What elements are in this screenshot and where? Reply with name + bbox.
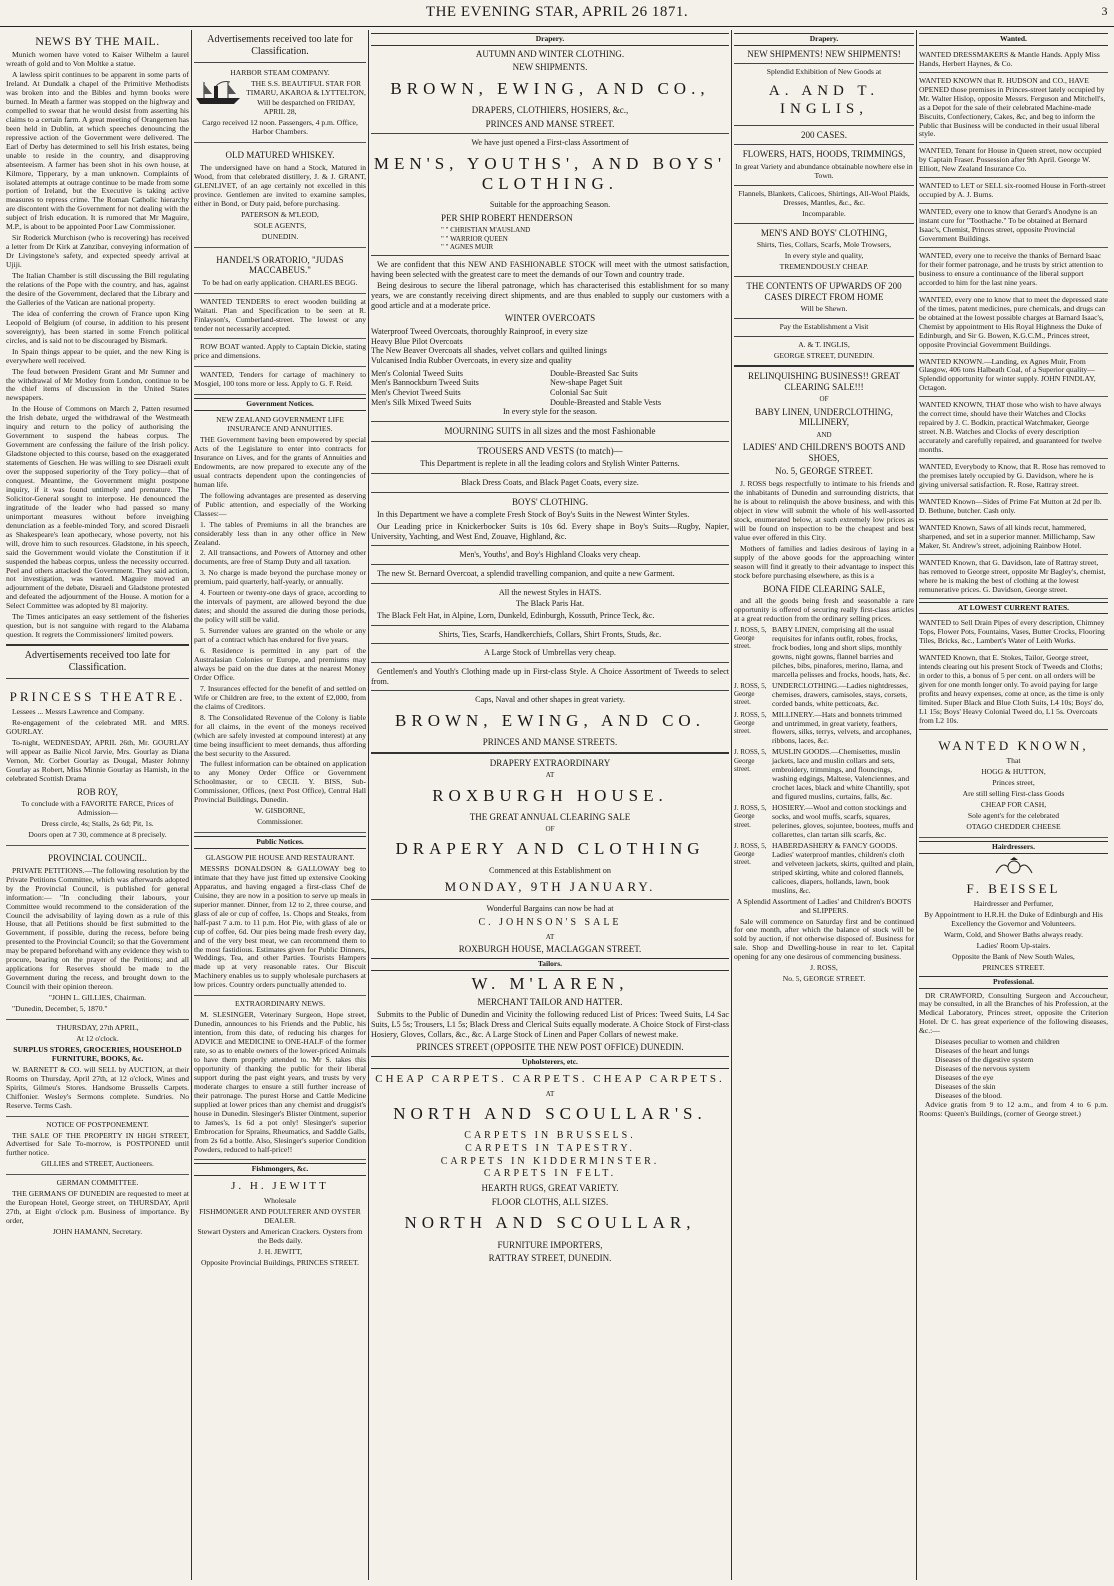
pie-house-ad xyxy=(194,852,366,996)
news-paragraph: In Spain things appear to be quiet, and the new King is everywhere well received. xyxy=(6,346,189,365)
column-2 xyxy=(194,30,366,1580)
trousers-line: TROUSERS AND VESTS (to match)— xyxy=(477,445,623,456)
german-text: THE GERMANS OF DUNEDIN are requested to meet at the European Hotel, George street, on THURSDAY, April 27th, at Eight o'clock p.m. Business of importance. By order, xyxy=(6,1189,189,1226)
whiskey-title: OLD MATURED WHISKEY. xyxy=(225,150,335,161)
dept-line: This Department is replete in all the leading colors and Stylish Winter Patterns. xyxy=(420,459,680,469)
auction-ad xyxy=(6,1022,189,1117)
ship-name: " " CHRISTIAN M'AUSLAND xyxy=(441,226,531,235)
ross-item xyxy=(734,682,914,709)
theatre-line: Re-engagement of the celebrated MR. and MRS. GOURLAY. xyxy=(6,718,189,736)
rowboat-text: ROW BOAT wanted. Apply to Captain Dickie, stating price and dimensions. xyxy=(194,342,366,361)
flowers-line: FLOWERS, HATS, HOODS, TRIMMINGS, xyxy=(742,149,906,160)
lowest-rates: AT LOWEST CURRENT RATES. xyxy=(919,602,1108,615)
inglis-address: GEORGE STREET, DUNEDIN. xyxy=(773,351,875,361)
wanted-ad: WANTED, every one to know that Gerard's Anodyne is an instant cure for "Toothache." To be obtained at Bernard Isaac's, Chemist, Princes street, opposite Provincial Government Buildings. xyxy=(919,206,1108,248)
ross-item xyxy=(734,804,914,840)
firm-address: PRINCES AND MANSE STREET. xyxy=(485,118,615,129)
bona-fide: BONA FIDE CLEARING SALE, xyxy=(762,583,885,594)
theatre-play: ROB ROY, xyxy=(77,786,118,797)
news-paragraph: Munich women have voted to Kaiser Wilhelm a laurel wreath of gold and to Von Moltke a statue. xyxy=(6,50,189,69)
whiskey-sign: PATERSON & M'LEOD, xyxy=(241,209,319,219)
harbor-ad xyxy=(194,67,366,144)
mothers-text: Mothers of families and ladies desirous of laying in a supply of the above goods for the approaching winter season will find it greatly to their advantage to inspect this stock before purchasing elsewhere, as this is a xyxy=(734,543,914,580)
news-paragraph: Sir Roderick Murchison (who is recovering) has received a letter from Dr Kirk at Zanzibar, conveying information of Dr Livingstone's safety, and expected speedy arrival at Ujiji. xyxy=(6,233,189,270)
beissel-line: PRINCES STREET. xyxy=(982,962,1045,972)
nzgov-item: 8. The Consolidated Revenue of the Colony is liable for all claims, in the event of the moneys received (which are safely invested at compound interest) at any time being insufficient to meet demands, thus affording the best security to the Assured. xyxy=(194,712,366,758)
disease-line: Diseases peculiar to women and children xyxy=(935,1037,1060,1047)
at-line-3: AT xyxy=(545,1089,555,1098)
news-body xyxy=(6,51,189,640)
column-rule xyxy=(191,30,192,1580)
incomparable-line: Incomparable. xyxy=(802,208,846,218)
of-line-2: OF xyxy=(819,395,829,404)
beissel-line: Warm, Cold, and Shower Baths always ready. xyxy=(943,929,1084,939)
variety-line: In great Variety and abundance obtainable nowhere else in Town. xyxy=(735,162,913,180)
wk-line: HOGG & HUTTON, xyxy=(981,767,1046,777)
nzgov-item: 7. Insurances effected for the benefit of and settled on Wife or Children are free, to the extent of £2,000, from the claims of Creditors. xyxy=(194,683,366,711)
postpone-title: NOTICE OF POSTPONEMENT. xyxy=(46,1119,149,1129)
cloaks-line: Men's, Youths', and Boy's Highland Cloaks very cheap. xyxy=(459,550,641,560)
mlaren-trade: MERCHANT TAILOR AND HATTER. xyxy=(477,996,623,1007)
column-4 xyxy=(734,30,914,1580)
steamship-icon xyxy=(194,80,242,106)
column-rule xyxy=(916,30,917,1580)
carpet-line: CARPETS IN FELT. xyxy=(483,1168,617,1180)
wk-line: That xyxy=(1006,756,1021,766)
column-3 xyxy=(371,30,729,1580)
ross-side-label: J. ROSS, 5, George street. xyxy=(734,625,767,651)
public-notices-heading: Public Notices. xyxy=(194,836,366,849)
hearth-rugs: HEARTH RUGS, GREAT VARIETY. xyxy=(481,1183,619,1194)
jewitt-line: FISHMONGER AND POULTERER AND OYSTER DEALER. xyxy=(199,1207,361,1226)
sale-heading: SURPLUS STORES, GROCERIES, HOUSEHOLD FURNITURE, BOOKS, &c. xyxy=(13,1044,182,1063)
wk-line: Princes street, xyxy=(992,778,1035,788)
overcoat-line: The New Beaver Overcoats all shades, velvet collars and quilted linings xyxy=(371,346,607,356)
carpet-line: CARPETS IN KIDDERMINSTER. xyxy=(440,1155,660,1167)
beissel-line: By Appointment to H.R.H. the Duke of Edinburgh and His Excellency the Governor and Volunteers. xyxy=(924,909,1103,928)
nzgov-ad xyxy=(194,414,366,833)
sale-text: W. BARNETT & CO. will SELL by AUCTION, at their Rooms on Thursday, April 27th, at 12 o'clock, Wines and Spirits, Gilmeu's Stores. Handsome Brussells Carpets. Chiffonier. Wesley's Sermons complete. Sundries. No Reserve. Terms Cash. xyxy=(6,1064,189,1110)
crawford-text: DR CRAWFORD, Consulting Surgeon and Accoucheur, may be consulted, in all the Branches of his Profession, at the Medical Laboratory, Princes street, opposite the Criterion Hotel. Dr C. has great experience of the following diseases, &c.:— xyxy=(919,990,1108,1036)
umbrellas-line: A Large Stock of Umbrellas very cheap. xyxy=(484,648,616,658)
firm-trade: DRAPERS, CLOTHIERS, HOSIERS, &c., xyxy=(471,105,629,116)
tailors-heading: Tailors. xyxy=(371,958,729,971)
opened-line: We have just opened a First-class Assortment of xyxy=(471,138,629,148)
cartage-ad xyxy=(194,369,366,395)
column-1 xyxy=(6,30,189,1580)
inglis-name: A. AND T. INGLIS, xyxy=(768,83,880,118)
ross-text: J. ROSS begs respectfully to intimate to his friends and the inhabitants of Dunedin and surrounding districts, that he is about to relinquish the above business, and with this object in view will submit the whole of his well-assorted stock, enumerated below, at such extremely low prices as will be found on inspection to be the cheapest and best value ever offered in this City. xyxy=(734,479,914,542)
relinquishing-line: RELINQUISHING BUSINESS!! GREAT CLEARING SALE!!! xyxy=(748,371,900,392)
beissel-name: F. BEISSEL xyxy=(966,880,1061,896)
disease-line: Diseases of the heart and lungs xyxy=(935,1046,1030,1056)
pie-text: MESSRS DONALDSON & GALLOWAY beg to intimate that they have just fitted up extensive Cooking Apparatus, and having engaged a first-class Chef de Cuisine, they are now in a position to serve up meals in superior manner. Dinner, from 12 to 2, three course, and glass of ale or cup of coffee, 1s. Chops and Steaks, from half-past 7 a.m. to 11 p.m. Hot Pie, with glass of ale or cup of coffee, 6d. Our pies being made fresh every day, and of the very best meat, we can recommend them to the most fastidious. Estimates given for Public Dinners, Weddings, Tea, and other Parties. Tourists Hampers made up at very reasonable rates. Our Biscuit Machinery enables us to supply wholesale purchasers at low prices. Country orders punctually attended to. xyxy=(194,863,366,990)
black-coats: Black Dress Coats, and Black Paget Coats, every size. xyxy=(461,478,639,488)
hats-line: All the newest Styles in HATS. xyxy=(498,587,602,597)
whiskey-ad xyxy=(194,145,366,247)
bernard-line: The new St. Bernard Overcoat, a splendid travelling companion, and quite a new Garment. xyxy=(377,569,675,578)
wanted-ad: WANTED Known, Saws of all kinds recut, hammered, sharpened, and set in a superior manner. Millichamp, Saw Maker, St. Andrew's street, adjoining Rainbow Hotel. xyxy=(919,522,1108,555)
inglis-sign: A. & T. INGLIS, xyxy=(798,340,850,350)
splendid-line: Splendid Exhibition of New Goods at xyxy=(766,67,882,77)
royal-crest-icon xyxy=(984,857,1044,877)
ross-item-text: MILLINERY.—Hats and bonnets trimmed and untrimmed, in great variety, feathers, flowers, silks, terrys, velvets, and arcophanes, ribbons, laces, &c. xyxy=(772,709,912,746)
wanted-ad: WANTED Known, that E. Stokes, Tailor, George street, intends clearing out his present Stock of Tweeds and Cloths; in order to this, a bonus of 5 per cent. on all orders will be given for one month longer only. To avoid paying for large profits and heavy expenses, come at once, as the time is only limited. Super Black and Blue Cloth Suits, L4 10s; Boys' do, L1 15s; Boys' Heavy Colonial Tweed do, L1 5s. Overcoats from L2 10s. xyxy=(919,652,1108,730)
wk-line: Sole agent's for the celebrated xyxy=(967,810,1060,820)
north-scoullar: NORTH AND SCOULLAR'S. xyxy=(393,1104,707,1124)
mlaren-name: W. M'LAREN, xyxy=(471,973,629,993)
ross-side-label: J. ROSS, 5, George street. xyxy=(734,804,767,829)
nzgov-intro: The following advantages are presented as deserving of Public attention, and especially of the Working Classes:— xyxy=(194,490,366,518)
theatre-line: To-night, WEDNESDAY, APRIL 26th, Mr. GOURLAY will appear as Bailie Nicol Jarvie, Mrs. Gourlay as Diana Vernon, Mr. Corbet Gourlay as Dougal, Master Johnny Gourlay as Robert, Miss Minnie Gourlay as Hamish, in the celebrated Scottish Drama xyxy=(6,737,189,783)
knicker-text: Our Leading price in Knickerbocker Suits is 10s 6d. Every shape in Boy's Suits—Rugby, Napier, University, Yachting, and West End, Zouave, Highland, &c. xyxy=(371,521,729,541)
beissel-line: Ladies' Room Up-stairs. xyxy=(976,940,1051,950)
whiskey-text: The undersigned have on hand a Stock, Matured in Wood, from that celebrated distillery, J. & J. GRANT, GLENLIVET, of an age certainly not excelled in this province. Gentlemen are invited to examine samples, either in Bond, or Duty paid, before purchasing. xyxy=(194,162,366,208)
brown-ewing-name: BROWN, EWING, AND CO., xyxy=(390,79,710,99)
extra-text: M. SLESINGER, Veterinary Surgeon, Hope street, Dunedin, announces to his Friends and the Public, his intention, from this date, of reducing his charges for ADVICE and MEDICINE to ONE-HALF of the former rate, so as to enable owners of the lower-priced Animals to have them properly attended to. Mr S. takes this opportunity of thanking the public for their liberal support during the past eight years, and trusts by very moderate charges to ensure a still further increase of their patronage. The purest Horse and Cattle Medicine supplied at lower prices than any chemist and druggist's house in Dunedin. Slesinger's Blister Ointment, superior to James's, 1s 6d a pot only! Slesinger's superior Embrocation for Sprains, Rheumatics, and Saddle Galls, from 2s 6d a bottle. Also, Slesinger's superior Condition Powders, reduced to half-price!! xyxy=(194,1010,366,1154)
jewitt-line: Stewart Oysters and American Crackers. Oysters from the Beds daily. xyxy=(197,1227,363,1246)
theatre-line: To conclude with a FAVORITE FARCE, Prices of Admission— xyxy=(21,799,174,818)
every-style: In every style for the season. xyxy=(502,407,598,417)
nzgov-outro: The fullest information can be obtained on application to any Money Order Office or Government Schoolmaster, or to CECIL Y. BISS, Sub-Commissioner, Offices, (next Post Office), Central Hall Provincial Buildings, Dunedin. xyxy=(194,759,366,805)
paris-line: The Black Paris Hat. xyxy=(515,599,585,609)
furniture-importers: FURNITURE IMPORTERS, xyxy=(497,1239,603,1250)
ross-side-label: J. ROSS, 5, George street. xyxy=(734,748,767,773)
suits-right xyxy=(550,369,729,408)
ross-address: No. 5, GEORGE STREET. xyxy=(782,974,866,984)
page-number: 3 xyxy=(1101,4,1108,18)
carpet-line: CARPETS IN BRUSSELS. xyxy=(464,1130,636,1142)
wanted-ad: WANTED KNOWN.—Landing, ex Agnes Muir, From Glasgow, 406 tons Halbeath Coal, of a Superior quality—Splendid opportunity for winter supply. JOHN FINDLAY, Octagon. xyxy=(919,356,1108,398)
liberal-text: Being desirous to secure the liberal patronage, which has characterised this establishment for so many years, we are constantly receiving direct shipments, and are thus enabled to supply our customers with a good article and at a moderate price. xyxy=(371,281,729,310)
cartage-text: WANTED, Tenders for cartage of machinery to Mosgiel, 100 tons more or less. Apply to G. F. Reid. xyxy=(194,370,366,389)
new-shipments: NEW SHIPMENTS. xyxy=(512,62,588,73)
wanted-ad: WANTED to LET or SELL six-roomed House in Forth-street occupied by A. J. Burns. xyxy=(919,180,1108,204)
wanted-heading: Wanted. xyxy=(919,33,1108,46)
ross-item xyxy=(734,626,914,680)
floor-cloths: FLOOR CLOTHS, ALL SIZES. xyxy=(491,1196,609,1207)
nzgov-item: 6. Residence is permitted in any part of the Australasian Colonies or Europe, and premiums may always be paid on the due dates at the nearest Money Order Office. xyxy=(194,646,366,682)
jewitt-name: J. H. JEWITT xyxy=(231,1180,329,1193)
ship-name: " " AGNES MUIR xyxy=(441,242,494,251)
wonderful-line: Wonderful Bargains can now be had at xyxy=(486,903,614,913)
nzgov-item: 4. Fourteen or twenty-one days of grace, according to the intervals of payment, are allowed beyond the due dates; and should the assured die during those periods, the policy will still be valid. xyxy=(194,588,366,625)
ladies-line: LADIES' AND CHILDREN'S BOOTS AND SHOES, xyxy=(742,442,906,463)
wanted-ad: WANTED DRESSMAKERS & Mantle Hands. Apply Miss Hands, Herbert Haynes, & Co. xyxy=(919,49,1108,73)
ross-item-text: BABY LINEN, comprising all the usual requisites for infants outfit, robes, frocks, frock bodies, long and short slips, monthly gowns, night gowns, flannel barries and pilches, bibs, pinafores, merino, llama, and marcella pelisses and frocks, hoods, hats, &c. xyxy=(772,624,911,679)
news-paragraph: The idea of conferring the crown of France upon King Leopold of Belgium (of course, in addition to his present sovereignty), has been started in some French political circles, and is said not to be discouraged by Bismark. xyxy=(6,308,189,345)
wanted-ads-2 xyxy=(919,617,1108,729)
at-line: AT xyxy=(545,771,555,780)
wanted-ad: WANTED, every one to know that to meet the depressed state of the times, patent medicines, pure chemicals, and drugs can be obtained at the lowest possible charges at Barnard Isaac's, Chemist by appointment to His Royal Highness the Duke of Edinburgh, and Sir G. Bowen, K.G.C.M., Princes street, opposite Provincial Government Buildings. xyxy=(919,294,1108,354)
handel-ad xyxy=(194,250,366,294)
boots-title: A Splendid Assortment of Ladies' and Children's BOOTS and SLIPPERS. xyxy=(736,896,912,915)
hogg-hutton-ad xyxy=(919,732,1108,838)
wanted-ad: WANTED Known, that G. Davidson, late of Rattray street, has removed to George street, opposite Mr Bagley's, chemist, where he is making the best of clothing at the lowest remunerative prices. G. Davidson, George street. xyxy=(919,557,1108,599)
nzgov-sign: W. GISBORNE, xyxy=(254,806,306,816)
bona-text: and all the goods being fresh and seasonable a rare opportunity is offered of securing really first-class articles at a great reduction from the ordinary selling prices. xyxy=(734,596,914,624)
wanted-ad: WANTED Known—Sides of Prime Fat Mutton at 2d per lb. D. Bethune, butcher. Cash only. xyxy=(919,496,1108,520)
boys-title: BOYS' CLOTHING. xyxy=(511,496,589,507)
ross-item-text: HOSIERY.—Wool and cotton stockings and socks, and wool muffs, scarfs, squares, pelerines, gloves, sojuntee, bootees, muffs and collarettes, clan tartan silk scarfs, &c. xyxy=(772,803,914,839)
late-adv-heading: Advertisements received too late for Classification. xyxy=(24,650,171,673)
overcoat-line: Vulcanised India Rubber Overcoats, in every size and quality xyxy=(371,356,572,366)
nzgov-intro: THE Government having been empowered by special Acts of the Legislature to enter into contracts for Insurance on Lives, and for the grants of Annuities and Endowments, are now prepared to execute any of the usual contracts dependent upon the contingencies of human life. xyxy=(194,435,366,489)
overcoat-line: Waterproof Tweed Overcoats, thoroughly Rainproof, in every size xyxy=(371,327,588,337)
sale-date: THURSDAY, 27th APRIL, xyxy=(56,1022,139,1032)
nzgov-item: 1. The tables of Premiums in all the branches are considerably less than in any other office in New Zealand. xyxy=(194,519,366,547)
council-title: PROVINCIAL COUNCIL. xyxy=(48,853,147,864)
cases-line: 200 CASES. xyxy=(800,129,847,140)
roxburgh-house: ROXBURGH HOUSE. xyxy=(432,785,668,805)
style-line: In every style and quality, xyxy=(784,251,864,261)
boys-text: In this Department we have a complete Fresh Stock of Boy's Suits in the Newest Winter Styles. xyxy=(377,510,690,520)
beissel-line: Hairdresser and Perfumer, xyxy=(973,899,1054,908)
suit-line: New-shape Paget Suit xyxy=(550,378,623,388)
ross-item-text: MUSLIN GOODS.—Chemisettes, muslin jackets, lace and muslin collars and sets, embroidery, trimmings, and flouncings, washing edgings, Maltese, Valenciennes, and crochet laces, black and white Chantilly, spot and figured muslins, curtains, falls, &c. xyxy=(772,747,910,802)
disease-line: Diseases of the skin xyxy=(935,1082,996,1092)
disease-line: Diseases of the digestive system xyxy=(935,1055,1034,1065)
harbor-line: Will be despatched on FRIDAY, APRIL 28, xyxy=(257,98,355,117)
new-shipments-2: NEW SHIPMENTS! NEW SHIPMENTS! xyxy=(747,48,901,59)
theatre-title: PRINCESS THEATRE. xyxy=(9,688,186,704)
north-scoullar-2: NORTH AND SCOULLAR, xyxy=(404,1213,696,1233)
suit-line: Double-Breasted and Stable Vests xyxy=(550,397,662,407)
wk-line: CHEAP FOR CASH, xyxy=(980,799,1047,809)
handel-title: HANDEL'S ORATORIO, "JUDAS MACCABEUS." xyxy=(216,254,344,276)
wanted-known-title: WANTED KNOWN, xyxy=(938,737,1089,753)
disease-line: Diseases of the eye xyxy=(935,1073,994,1083)
tenders-text: WANTED TENDERS to erect wooden building at Waitati. Plan and Specification to be seen at R. Finlayson's, Cumberland-street. The lowest or any tender not necessarily accepted. xyxy=(194,296,366,333)
diseases-list xyxy=(919,1038,1108,1101)
ross-item xyxy=(734,711,914,747)
news-paragraph: The Italian Chamber is still discussing the Bill regulating the relations of the Pope with the country, and has, against the desire of the Government, declared that the Library and the Galleries of the Vatican are national property. xyxy=(6,271,189,307)
baby-line: BABY LINEN, UNDERCLOTHING, MILLINERY, xyxy=(755,406,893,428)
slesinger-ad xyxy=(194,998,366,1160)
shirts-line: Shirts, Ties, Scarfs, Handkerchiefs, Collars, Shirt Fronts, Studs, &c. xyxy=(438,629,662,639)
overcoats-title: WINTER OVERCOATS xyxy=(504,313,596,324)
and-line: AND xyxy=(816,430,832,439)
ross-side-label: J. ROSS, 5, George street. xyxy=(734,681,767,707)
german-ad xyxy=(6,1177,189,1242)
late-adv-heading: Advertisements received too late for Classification. xyxy=(207,34,353,57)
mlaren-text: Submits to the Public of Dunedin and Vicinity the following reduced List of Prices: Tweed Suits, L4 Sac Suits, L5 5s; Trousers, L1 5s; Black Dress and Clerical Suits equally moderate. A Choice Stock of First-class Hosiery, Gloves, Collars, &c., &c. A Large Stock of Linen and Paper Collars of newest make. xyxy=(371,1010,729,1039)
roxburgh-address: ROXBURGH HOUSE, MACLAGGAN STREET. xyxy=(458,944,642,955)
flannels-line: Flannels, Blankets, Calicoes, Shirtings, All-Wool Plaids, Dresses, Mantles, &c., &c. xyxy=(738,188,910,207)
government-notices-heading: Government Notices. xyxy=(194,398,366,411)
harbor-title: HARBOR STEAM COMPANY. xyxy=(230,67,330,77)
at-line-2: AT xyxy=(545,932,555,941)
drapery-extraordinary: DRAPERY EXTRAORDINARY xyxy=(489,757,611,768)
wanted-ad: WANTED KNOWN, THAT those who wish to have always the correct time, should have their Watches and Clocks repaired by J. C. Bodkin, practical Watchmaker, George street. N.B. Watches and Clocks of every description accurately and carefully repaired, and guaranteed for twelve months. xyxy=(919,399,1108,459)
cheap-carpets: CHEAP CARPETS. CARPETS. CHEAP CARPETS. xyxy=(375,1072,725,1085)
wanted-ad: WANTED, every one to receive the thanks of Bernard Isaac for their former patronage, and he trusts by strict attention to business to ensure a continuance of the liberal support accorded to him for the last nine years. xyxy=(919,250,1108,292)
visit-line: Pay the Establishment a Visit xyxy=(779,322,869,332)
jewitt-ad xyxy=(194,1180,366,1268)
theatre-line: Lessees ... Messrs Lawrence and Company. xyxy=(12,707,145,717)
ship-name: PER SHIP ROBERT HENDERSON xyxy=(441,212,573,223)
ross-sign: J. ROSS, xyxy=(810,963,838,973)
nzgov-item: 3. No charge is made beyond the purchase money or premium, paid quarterly, half-yearly, or annually. xyxy=(194,568,366,587)
wk-line: OTAGO CHEDDER CHEESE xyxy=(966,821,1061,831)
cheap-line: TREMENDOUSLY CHEAP. xyxy=(779,262,869,272)
news-paragraph: The feud between President Grant and Mr Sumner and the withdrawal of Mr Motley from London, continue to be the chief items of discussion in the United States newspapers. xyxy=(6,366,189,403)
german-sign: JOHN HAMANN, Secretary. xyxy=(52,1227,143,1237)
ross-item-text: UNDERCLOTHING.—Ladies nightdresses, chemises, drawers, camisoles, stays, corsets, corded bands, white petticoats, &c. xyxy=(772,680,909,708)
mlaren-address: PRINCES STREET (OPPOSITE THE NEW POST OFFICE) DUNEDIN. xyxy=(416,1042,684,1053)
commenced-line: Commenced at this Establishment on xyxy=(489,865,611,875)
brown-ewing-name-2: BROWN, EWING, AND CO. xyxy=(395,711,705,731)
drapery-heading: Drapery. xyxy=(371,33,729,46)
mens-clothing: MEN'S AND BOYS' CLOTHING, xyxy=(760,227,888,238)
firm2-address: PRINCES AND MANSE STREETS. xyxy=(482,737,618,748)
mourning-line: MOURNING SUITS in all sizes and the most Fashionable xyxy=(444,426,656,437)
wanted-ad: WANTED, Tenant for House in Queen street, now occupied by Captain Fraser. Possession after 9th April. George W. Elliott, New Zealand Insurance Co. xyxy=(919,145,1108,178)
council-date: "Dunedin, December, 5, 1870." xyxy=(12,1004,108,1014)
wanted-ads xyxy=(919,49,1108,599)
harbor-line: THE S.S. BEAUTIFUL STAR FOR TIMARU, AKAROA & LYTTELTON, xyxy=(246,78,366,97)
whiskey-sign: SOLE AGENTS, xyxy=(253,220,307,230)
postpone-sign: GILLIES and STREET, Auctioneers. xyxy=(41,1159,154,1169)
nzgov-item: 2. All transactions, and Powers of Attorney and other documents, are free of Stamp Duty and all taxation. xyxy=(194,548,366,567)
disease-line: Diseases of the blood. xyxy=(935,1091,1003,1100)
nzgov-sign: Commissioner. xyxy=(257,817,303,827)
ross-item xyxy=(734,842,914,896)
annual-sale: THE GREAT ANNUAL CLEARING SALE xyxy=(469,811,631,822)
ross-item-text: HABERDASHERY & FANCY GOODS. Ladies' waterproof mantles, children's cloth and velveteen jackets, skirts, quilted and plain, striped skirting, white and colored flannels, calicoes, diapers, hollands, lawn, book muslins, &c. xyxy=(772,840,914,895)
upholsterers-heading: Upholsterers, etc. xyxy=(371,1056,729,1069)
of-line: OF xyxy=(545,825,555,834)
news-paragraph: A lawless spirit continues to be apparent in some parts of Ireland. At Dundalk a chapel of the Primitive Methodists was broken into and the Bibles and hymn books were burned. In Meath a farmer was stopped on the highway and compelled to swear that he would desist from asserting his claims to a certain farm. A great meeting of Orangemen has been held in Dublin, at which speeches denouncing the repressive action of the Government were delivered. The Earl of Derby has determined to sell his Irish estates, being unable to reside in the country, and disapproving absenteeism. A farmer has been shot in his own house, at Kilmore, Tipperary, by a man unknown. Complaints of isolated attempts at outrage continue to be made from some portion of Ireland, but the Executive is taking active measures to repress crime. The Roman Catholic hierarchy are discontent with the Government for not dealing with the subject of Irish education. It is rumored that Mr Maguire, M.P., is about to be appointed Poor Law Commissioner. xyxy=(6,70,189,232)
suit-line: Colonial Sac Suit xyxy=(550,388,608,398)
confident-text: We are confident that this NEW AND FASHIONABLE STOCK will meet with the utmost satisfaction, having been selected with the greatest care to meet the demands of our Town and country trade. xyxy=(371,260,729,279)
suit-line: Men's Colonial Tweed Suits xyxy=(371,368,463,378)
harbor-line: Cargo received 12 noon. Passengers, 4 p.m. Office, Harbor Chambers. xyxy=(202,118,358,137)
youths-line: Gentlemen's and Youth's Clothing made up in First-class Style. A Choice Assortment of Tweeds to select from. xyxy=(371,667,729,686)
jewitt-line: J. H. JEWITT, xyxy=(258,1247,302,1257)
disease-line: Diseases of the nervous system xyxy=(935,1064,1030,1074)
tenders-ad xyxy=(194,296,366,340)
german-title: GERMAN COMMITTEE. xyxy=(56,1178,139,1188)
masthead-title: THE EVENING STAR, APRIL 26 1871. xyxy=(425,4,689,20)
drapery-heading-2: Drapery. xyxy=(734,33,914,46)
boots-text: Sale will commence on Saturday first and be continued for one month, after which the balance of stock will be sold by auction, if not otherwise disposed of. Business for sale. Shop and Dwelling-house in rear to let. Capital opening for any one desirous of commencing business. xyxy=(734,916,914,962)
professional-heading: Professional. xyxy=(919,976,1108,989)
rowboat-ad xyxy=(194,341,366,367)
rattray-address: RATTRAY STREET, DUNEDIN. xyxy=(488,1253,612,1264)
suits-left xyxy=(371,369,550,408)
no5-line: No. 5, GEORGE STREET. xyxy=(775,466,873,477)
wk-line: Are still selling First-class Goods xyxy=(962,789,1065,799)
column-5 xyxy=(919,30,1108,1580)
suit-line: Men's Cheviot Tweed Suits xyxy=(371,388,461,398)
ross-side-label: J. ROSS, 5, George street. xyxy=(734,841,767,867)
news-paragraph: The Times anticipates an easy settlement of the fisheries question, but is not sanguine with regard to the Alabama question. It regrets the Commissioners' limited powers. xyxy=(6,612,189,640)
shirts-line-2: Shirts, Ties, Collars, Scarfs, Mole Trowsers, xyxy=(756,240,892,250)
overcoat-line: Heavy Blue Pilot Overcoats xyxy=(371,336,463,346)
clothing-banner: MEN'S, YOUTHS', AND BOYS' CLOTHING. xyxy=(373,154,727,194)
pie-title: GLASGOW PIE HOUSE AND RESTAURANT. xyxy=(205,852,355,862)
theatre-line: Dress circle, 4s; Stalls, 2s 6d; Pit, 1s. xyxy=(41,819,154,829)
column-rule xyxy=(731,30,732,1580)
theatre-line: Doors open at 7 30, commence at 8 precisely. xyxy=(28,830,167,840)
news-paragraph: In the House of Commons on March 2, Patten resumed the Irish debate, urged the withdrawal of the Westmeath inquiry and return to the policy of authorising the Government to suspend the habeas corpus. The Government are confessing the failure of the Irish policy. Gladstone objected to this course, based on the exaggerated statements of Geschen. He was willing to see Disraeli exult over the supposed superiority of the Tory policy—that of conquest. Meantime, the Government might postpone inquiry, if it was found untimely and premature. The Solicitor-General sought to interpose. He denounced the ingratitude of the leader who had passed so many unimportant measures without before inveighing denunciation as a feeble-minded Tory, and scored Disraeli as Shakespeare's lean apothecary, whose poverty, not his will, drove him to such resources. Gladstone, in his speech, said the Government would violate the Constitution if it suspended the habeas corpus, unless the necessity occurred. Peel and others attacked the Government. They said action, not investigation, was wanted. Maguire moved an adjournment of the debate, Disraeli and Gladstone protested and defeated the adjournment of the House. A motion for a Select Committee was adopted by 81 majority. xyxy=(6,404,189,611)
shewn-line: Will be Shewn. xyxy=(800,304,848,314)
caps-line: Caps, Naval and other shapes in great variety. xyxy=(475,695,625,705)
contents-line: THE CONTENTS OF UPWARDS OF 200 CASES DIRECT FROM HOME xyxy=(746,281,902,302)
suit-line: Men's Bannockburn Tweed Suits xyxy=(371,378,479,388)
jewitt-line: Wholesale xyxy=(263,1196,297,1206)
council-sign: "JOHN L. GILLIES, Chairman. xyxy=(48,993,147,1003)
council-text: PRIVATE PETITIONS.—The following resolution by the Private Petitions Committee, which was afterwards adopted by the Provincial Council, is published for general information:— "In concluding their labours, your Committee would recommend to the consideration of the Council the advisability of laying down as a rule of this House, that all Petitions should be first submitted to the Government, if possible, during the recess, before being presented to the Provincial Council; so that the Government may be prepared beforehand with any evidence they wish to procure, bearing on the prayer of the Petitions; and all applications for Reserves should be made to the Government during the recess, and brought down to the Council with their opinion thereon. xyxy=(6,865,189,992)
carpet-line: CARPETS IN TAPESTRY. xyxy=(465,1142,635,1154)
nzgov-title: NEW ZEALAND GOVERNMENT LIFE INSURANCE AND ANNUITIES. xyxy=(216,415,344,434)
council-ad xyxy=(6,848,189,1020)
masthead xyxy=(0,4,1114,27)
wanted-ad: WANTED, Everybody to Know, that R. Rose has removed to the premises lately occupied by G. Davidson, where he is giving universal satisfaction. R. Rose, Rattray street. xyxy=(919,461,1108,494)
suits-table xyxy=(371,369,729,408)
beissel-line: Opposite the Bank of New South Wales, xyxy=(952,951,1075,961)
suit-line: Double-Breasted Sac Suits xyxy=(550,368,638,378)
ships-list xyxy=(441,213,729,251)
fishmongers-heading: Fishmongers, &c. xyxy=(194,1163,366,1176)
season-line: Suitable for the approaching Season. xyxy=(489,200,611,210)
whiskey-sign: DUNEDIN. xyxy=(261,231,299,241)
johnson-sale: C. JOHNSON'S SALE xyxy=(478,917,622,929)
theatre-ad xyxy=(6,683,189,846)
suit-line: Men's Silk Mixed Tweed Suits xyxy=(371,397,472,407)
ross-side-label: J. ROSS, 5, George street. xyxy=(734,710,767,736)
column-rule xyxy=(368,30,369,1580)
nzgov-item: 5. Surrender values are granted on the whole or any part of a contract which has endured for five years. xyxy=(194,626,366,645)
handel-text: To be had on early application. CHARLES BEGG. xyxy=(202,277,358,287)
sale-time: At 12 o'clock. xyxy=(76,1033,119,1043)
extra-title: EXTRAORDINARY NEWS. xyxy=(235,999,325,1009)
felt-line: The Black Felt Hat, in Alpine, Lorn, Dunkeld, Edinburgh, Kossuth, Prince Teck, &c. xyxy=(377,611,655,621)
drapery-clothing: DRAPERY AND CLOTHING xyxy=(395,839,705,859)
postpone-text: THE SALE OF THE PROPERTY IN HIGH STREET, Advertised for Sale To-morrow, is POSTPONED until further notice. xyxy=(6,1130,189,1158)
jewitt-line: Opposite Provincial Buildings, PRINCES STREET. xyxy=(200,1258,360,1267)
news-heading: NEWS BY THE MAIL. xyxy=(35,34,160,48)
monday-line: MONDAY, 9TH JANUARY. xyxy=(444,879,656,895)
advice-line: Advice gratis from 9 to 12 a.m., and from 4 to 6 p.m. Rooms: Queen's Buildings, (corner of George street.) xyxy=(919,1099,1108,1118)
hairdressers-heading: Hairdressers. xyxy=(919,841,1108,854)
wanted-ad: WANTED KNOWN that R. HUDSON and CO., HAVE OPENED those premises in Princes-street lately occupied by Mr. Walter Hislop, opposite Messrs. Ferguson and Mitchell's, as a Depot for the sale of their celebrated Machine-made Biscuits, Confectionery, Cakes, &c, and beg to inform the Public that Business will be conducted in their usual liberal style. xyxy=(919,75,1108,144)
autumn-title: AUTUMN AND WINTER CLOTHING. xyxy=(475,48,625,59)
ross-item xyxy=(734,748,914,802)
ship-name: " " WARRIOR QUEEN xyxy=(441,234,508,243)
postponement-ad xyxy=(6,1119,189,1176)
wanted-ad: WANTED to Sell Drain Pipes of every description, Chimney Tops, Flower Pots, Fountains, Vases, Butter Crocks, Flooring Tiles, Bricks, &c., Lambert's Water of Leith Works. xyxy=(919,617,1108,650)
